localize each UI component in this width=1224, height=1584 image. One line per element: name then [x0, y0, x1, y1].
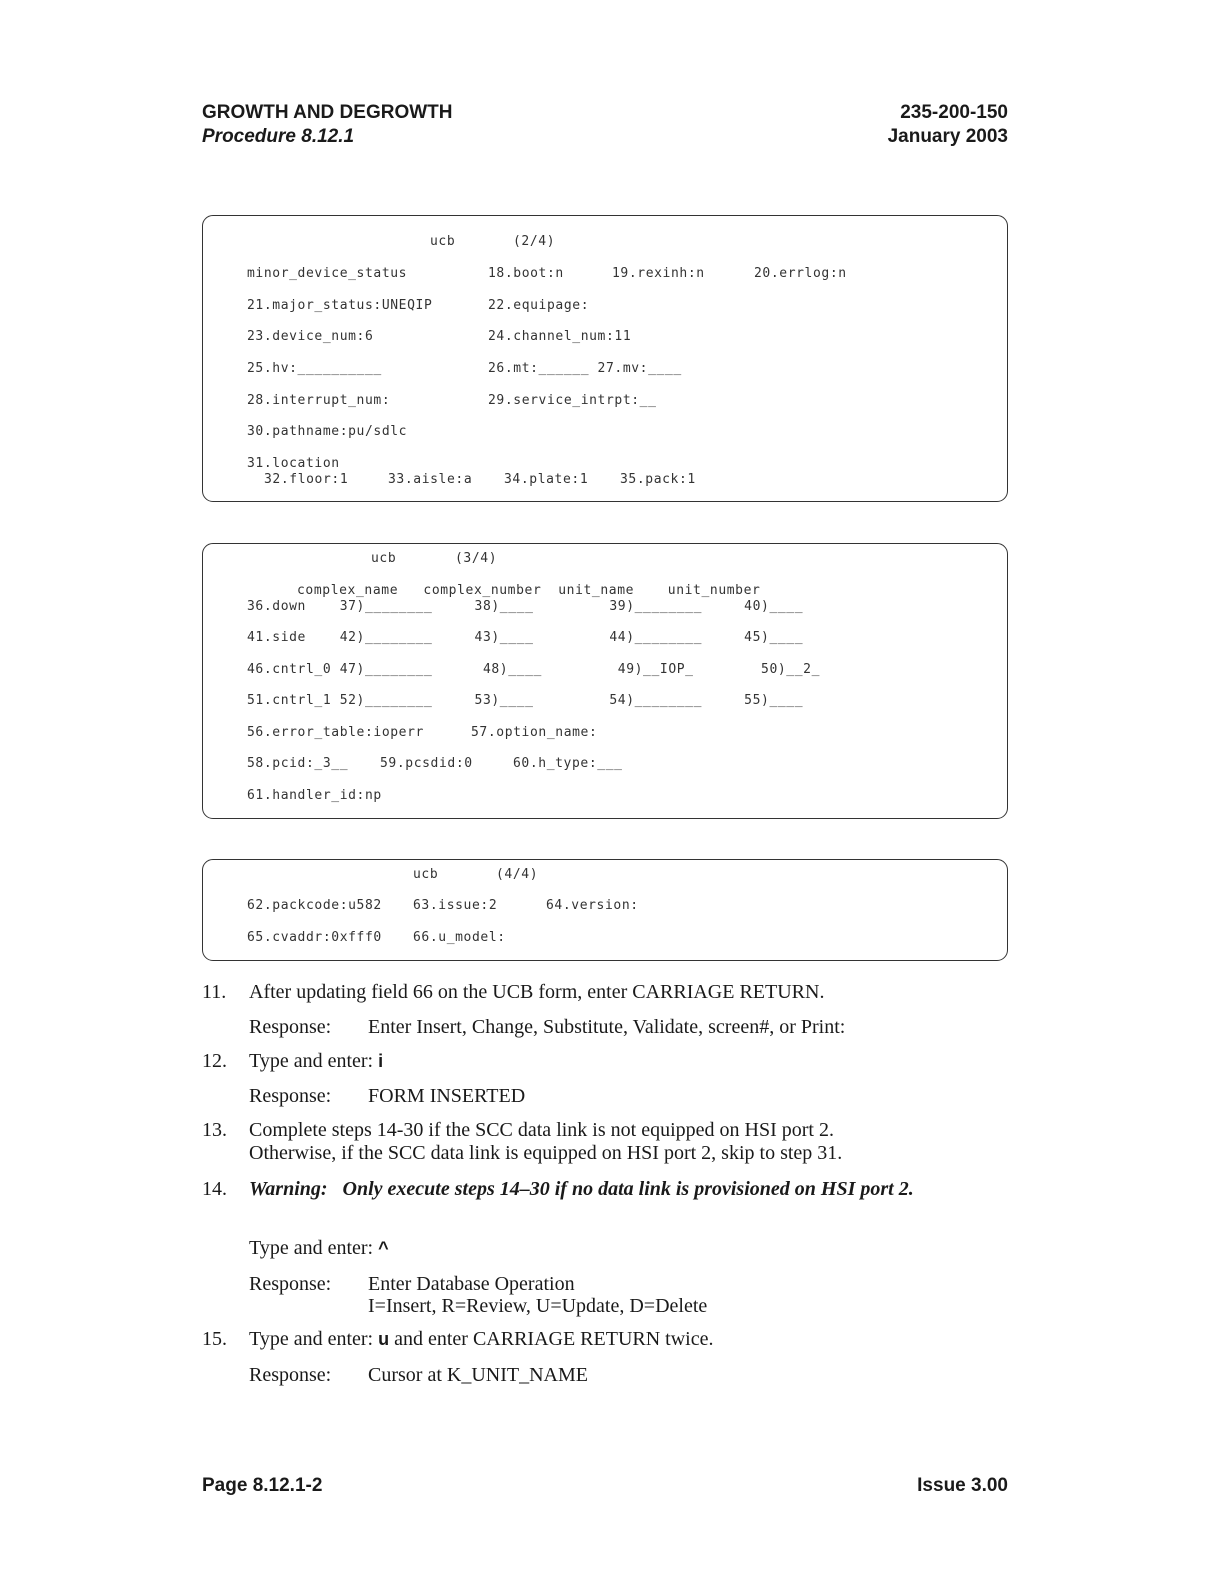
field-56: 56.error_table:ioperr — [247, 725, 424, 740]
row-41-side: 41.side 42)________ 43)____ 44)________ 45)____ — [247, 630, 804, 645]
instruction-text: Type and enter: — [249, 1050, 379, 1072]
field-64: 64.version: — [546, 898, 639, 913]
field-34: 34.plate:1 — [504, 472, 589, 487]
field-61: 61.handler_id:np — [247, 788, 382, 803]
field-22: 22.equipage: — [488, 298, 590, 313]
response-text-15: Cursor at K_UNIT_NAME — [368, 1364, 588, 1386]
response-label: Response: — [249, 1273, 332, 1295]
command-input: i — [378, 1051, 384, 1071]
field-minor-device-status: minor_device_status — [247, 266, 408, 281]
field-25: 25.hv:__________ — [247, 361, 382, 376]
step-text-13-line1: Complete steps 14-30 if the SCC data link is not equipped on HSI port 2. — [249, 1119, 834, 1141]
command-input: ^ — [378, 1238, 389, 1258]
field-24: 24.channel_num:11 — [488, 329, 632, 344]
field-28: 28.interrupt_num: — [247, 393, 391, 408]
procedure-number: Procedure 8.12.1 — [202, 126, 355, 147]
document-number: 235-200-150 — [900, 102, 1008, 123]
step-number-13: 13. — [202, 1119, 227, 1141]
step-text-14 — [249, 1237, 1009, 1260]
instruction-text-after: and enter CARRIAGE RETURN twice. — [389, 1328, 714, 1350]
field-35: 35.pack:1 — [620, 472, 696, 487]
warning-block — [249, 1178, 1009, 1201]
response-label: Response: — [249, 1016, 332, 1038]
response-text-14-line2: I=Insert, R=Review, U=Update, D=Delete — [368, 1295, 708, 1317]
warning-text: Only execute steps 14–30 if no data link is provisioned on HSI port 2. — [342, 1178, 914, 1200]
instruction-text: Type and enter: — [249, 1328, 379, 1350]
field-57: 57.option_name: — [471, 725, 598, 740]
row-36-down: 36.down 37)________ 38)____ 39)________ 40)____ — [247, 599, 804, 614]
field-20: 20.errlog:n — [754, 266, 847, 281]
section-title: GROWTH AND DEGROWTH — [202, 102, 453, 123]
field-33: 33.aisle:a — [388, 472, 473, 487]
field-66: 66.u_model: — [413, 930, 506, 945]
response-label: Response: — [249, 1085, 332, 1107]
field-29: 29.service_intrpt:__ — [488, 393, 657, 408]
screen-title: ucb — [371, 551, 397, 566]
response-text-12: FORM INSERTED — [368, 1085, 526, 1107]
warning-label: Warning: — [249, 1178, 328, 1200]
ucb-screen-2of4 — [202, 215, 1008, 502]
field-58: 58.pcid:_3__ — [247, 756, 349, 771]
field-63: 63.issue:2 — [413, 898, 498, 913]
field-19: 19.rexinh:n — [612, 266, 705, 281]
screen-page: (3/4) — [455, 551, 498, 566]
field-60: 60.h_type:___ — [513, 756, 623, 771]
row-51-cntrl1: 51.cntrl_1 52)________ 53)____ 54)________ 55)____ — [247, 693, 804, 708]
response-label: Response: — [249, 1364, 332, 1386]
field-31: 31.location — [247, 456, 340, 471]
screen-title: ucb — [413, 867, 439, 882]
document-date: January 2003 — [887, 126, 1008, 147]
field-21: 21.major_status:UNEQIP — [247, 298, 433, 313]
response-text-14-line1: Enter Database Operation — [368, 1273, 575, 1295]
field-62: 62.packcode:u582 — [247, 898, 382, 913]
step-number-15: 15. — [202, 1328, 227, 1350]
step-number-14: 14. — [202, 1178, 227, 1200]
step-text-11: After updating field 66 on the UCB form, enter CARRIAGE RETURN. — [249, 981, 825, 1003]
screen-page: (2/4) — [513, 234, 556, 249]
step-text-15 — [249, 1328, 1009, 1351]
command-input: u — [378, 1329, 390, 1349]
field-59: 59.pcsdid:0 — [380, 756, 473, 771]
field-18: 18.boot:n — [488, 266, 564, 281]
step-text-13-line2: Otherwise, if the SCC data link is equipped on HSI port 2, skip to step 31. — [249, 1142, 843, 1164]
field-30: 30.pathname:pu/sdlc — [247, 424, 408, 439]
response-text-11: Enter Insert, Change, Substitute, Validate, screen#, or Print: — [368, 1016, 846, 1038]
screen-page: (4/4) — [496, 867, 539, 882]
step-text-12 — [249, 1050, 1009, 1073]
row-46-cntrl0: 46.cntrl_0 47)________ 48)____ 49)__IOP_ 50)__2_ — [247, 662, 821, 677]
step-number-12: 12. — [202, 1050, 227, 1072]
footer-issue: Issue 3.00 — [917, 1475, 1008, 1496]
field-26-27: 26.mt:______ 27.mv:____ — [488, 361, 682, 376]
step-number-11: 11. — [202, 981, 227, 1003]
field-23: 23.device_num:6 — [247, 329, 374, 344]
screen-title: ucb — [430, 234, 456, 249]
ucb-screen-3of4 — [202, 543, 1008, 819]
ucb-screen-4of4 — [202, 859, 1008, 961]
field-65: 65.cvaddr:0xfff0 — [247, 930, 382, 945]
field-32: 32.floor:1 — [264, 472, 349, 487]
footer-page-number: Page 8.12.1-2 — [202, 1475, 323, 1496]
instruction-text: Type and enter: — [249, 1237, 379, 1259]
column-headers: complex_name complex_number unit_name unit_number — [297, 583, 761, 598]
